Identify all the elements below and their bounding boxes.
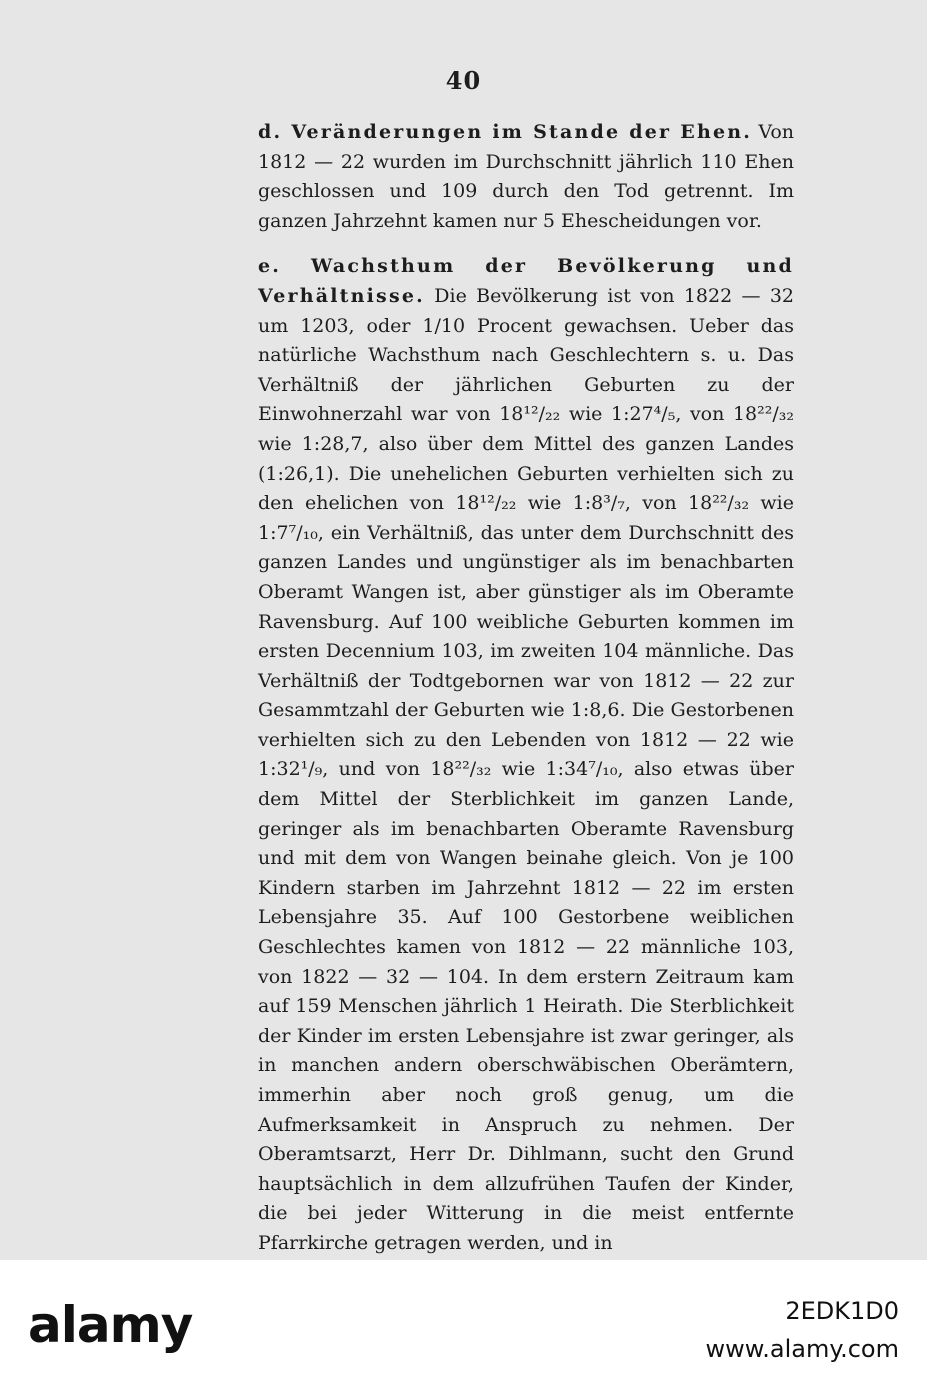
watermark-url: www.alamy.com	[705, 1335, 899, 1363]
paragraph-d-heading: d. Veränderungen im Stande der Ehen.	[258, 121, 753, 143]
watermark-image-id: 2EDK1D0	[785, 1297, 899, 1325]
paragraph-e-body: Die Bevölkerung ist von 1822 — 32 um 1203, oder 1/10 Procent gewachsen. Ueber das natürliche Wachsthum nach Geschlechtern s. u. Das Verhältniß der jährlichen Geburten zu der Einwohnerzahl war von 18¹²/₂₂ wie 1:27⁴/₅, von 18²²/₃₂ wie 1:28,7, also über dem Mittel des ganzen Landes (1:26,1). Die unehelichen Geburten verhielten sich zu den ehelichen von 18¹²/₂₂ wie 1:8³/₇, von 18²²/₃₂ wie 1:7⁷/₁₀, ein Verhältniß, das unter dem Durchschnitt des ganzen Landes und ungünstiger als im benachbarten Oberamt Wangen ist, aber günstiger als im Oberamte Ravensburg. Auf 100 weibliche Geburten kommen im ersten Decennium 103, im zweiten 104 männliche. Das Verhältniß der Todtgebornen war von 1812 — 22 zur Gesammtzahl der Geburten wie 1:8,6. Die Gestorbenen verhielten sich zu den Lebenden von 1812 — 22 wie 1:32¹/₉, und von 18²²/₃₂ wie 1:34⁷/₁₀, also etwas über dem Mittel der Sterblichkeit im ganzen Lande, geringer als im benachbarten Oberamte Ravensburg und mit dem von Wangen beinahe gleich. Von je 100 Kindern starben im Jahrzehnt 1812 — 22 im ersten Lebensjahre 35. Auf 100 Gestorbene weiblichen Geschlechtes kamen von 1812 — 22 männliche 103, von 1822 — 32 — 104. In dem erstern Zeitraum kam auf 159 Menschen jährlich 1 Heirath. Die Sterblichkeit der Kinder im ersten Lebensjahre ist zwar geringer, als in manchen andern oberschwäbischen Oberämtern, immerhin aber noch groß genug, um die Aufmerksamkeit in Anspruch zu nehmen. Der Oberamtsarzt, Herr Dr. Dihlmann, sucht den Grund hauptsächlich in dem allzufrühen Taufen der Kinder, die bei jeder Witterung in die meist entfernte Pfarrkirche getragen werden, und in	[258, 284, 794, 1254]
paragraph-e	[200, 252, 794, 1258]
page-number: 40	[445, 66, 482, 95]
paragraph-e-heading: e. Wachsthum der Bevölkerung und Verhältnisse.	[258, 255, 794, 307]
text-block	[200, 118, 794, 1259]
watermark-logo: alamy	[28, 1296, 193, 1354]
paragraph-d-body: Von 1812 — 22 wurden im Durchschnitt jährlich 110 Ehen geschlossen und 109 durch den Tod getrennt. Im ganzen Jahrzehnt kamen nur 5 Ehescheidungen vor.	[258, 121, 794, 232]
paragraph-d	[200, 118, 794, 236]
